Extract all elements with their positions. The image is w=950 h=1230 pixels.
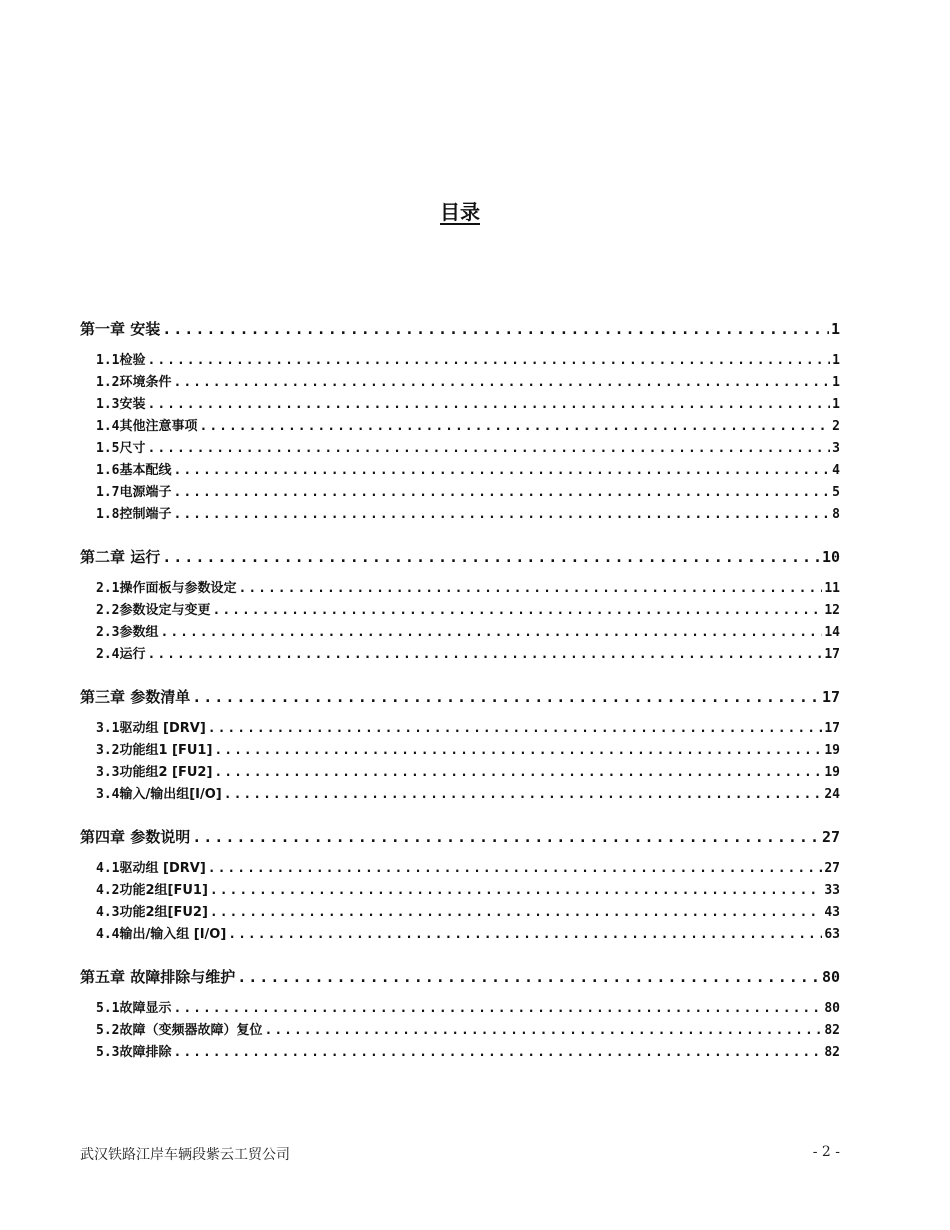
dot-leader: [174, 998, 823, 1020]
section-title: 参数设定与变更: [119, 603, 211, 618]
section-number: 2.4: [96, 647, 120, 662]
section-number: 4.4: [96, 927, 120, 942]
section-page-number: 43: [824, 905, 840, 920]
dot-leader: [148, 644, 823, 666]
toc-section-entry[interactable]: [80, 644, 840, 666]
section-title: 安装: [119, 397, 146, 412]
dot-leader: [148, 394, 831, 416]
section-number: 2.3: [96, 625, 120, 640]
section-page-number: 1: [832, 353, 840, 368]
section-page-number: 4: [832, 463, 840, 478]
chapter-title: 第二章 运行: [80, 548, 161, 566]
section-title: 故障显示: [119, 1001, 172, 1016]
toc-chapter-entry[interactable]: [80, 318, 840, 340]
toc-chapter-entry[interactable]: [80, 686, 840, 708]
dot-leader: [148, 350, 831, 372]
dot-leader: [200, 416, 831, 438]
section-title: 驱动组 [DRV]: [119, 721, 206, 736]
toc-chapter-entry[interactable]: [80, 546, 840, 568]
toc-section-entry[interactable]: [80, 858, 840, 880]
section-page-number: 8: [832, 507, 840, 522]
dot-leader: [210, 880, 822, 902]
section-title: 功能组1 [FU1]: [119, 743, 213, 758]
section-page-number: 80: [824, 1001, 840, 1016]
dot-leader: [174, 504, 831, 526]
chapter-title: 第一章 安装: [80, 320, 161, 338]
section-title: 其他注意事项: [119, 419, 198, 434]
section-number: 1.5: [96, 441, 120, 456]
toc-chapter-entry[interactable]: [80, 826, 840, 848]
toc-section-entry[interactable]: [80, 902, 840, 924]
section-number: 2.2: [96, 603, 120, 618]
section-page-number: 82: [824, 1023, 840, 1038]
toc-section-entry[interactable]: [80, 784, 840, 806]
dot-leader: [192, 686, 820, 708]
section-page-number: 3: [832, 441, 840, 456]
dot-leader: [174, 372, 831, 394]
dot-leader: [224, 784, 823, 806]
section-page-number: 1: [832, 375, 840, 390]
toc-section-entry[interactable]: [80, 394, 840, 416]
section-number: 1.3: [96, 397, 120, 412]
section-title: 故障（变频器故障）复位: [119, 1023, 263, 1038]
section-title: 输出/输入组 [I/O]: [119, 927, 227, 942]
chapter-page-number: 80: [821, 968, 840, 986]
dot-leader: [237, 966, 820, 988]
toc-section-entry[interactable]: [80, 924, 840, 946]
section-title: 参数组: [119, 625, 159, 640]
section-page-number: 33: [824, 883, 840, 898]
chapter-block: [80, 826, 840, 946]
section-title: 运行: [119, 647, 146, 662]
dot-leader: [174, 460, 831, 482]
dot-leader: [162, 318, 829, 340]
toc-section-entry[interactable]: [80, 578, 840, 600]
dot-leader: [214, 762, 822, 784]
chapter-title: 第五章 故障排除与维护: [80, 968, 236, 986]
toc-section-entry[interactable]: [80, 622, 840, 644]
section-page-number: 63: [824, 927, 840, 942]
section-number: 1.2: [96, 375, 120, 390]
section-number: 3.3: [96, 765, 120, 780]
section-number: 2.1: [96, 581, 120, 596]
toc-section-entry[interactable]: [80, 718, 840, 740]
dot-leader: [239, 578, 823, 600]
dot-leader: [161, 622, 823, 644]
section-title: 尺寸: [119, 441, 146, 456]
section-title: 功能2组[FU2]: [119, 905, 208, 920]
dot-leader: [213, 600, 823, 622]
toc-section-entry[interactable]: [80, 1020, 840, 1042]
dot-leader: [174, 482, 831, 504]
dot-leader: [174, 1042, 823, 1064]
section-page-number: 19: [824, 743, 840, 758]
chapter-block: [80, 546, 840, 666]
section-number: 1.1: [96, 353, 120, 368]
chapter-block: [80, 686, 840, 806]
section-page-number: 82: [824, 1045, 840, 1060]
section-title: 驱动组 [DRV]: [119, 861, 206, 876]
section-page-number: 1: [832, 397, 840, 412]
toc-section-entry[interactable]: [80, 350, 840, 372]
chapter-page-number: 17: [821, 688, 840, 706]
section-page-number: 12: [824, 603, 840, 618]
dot-leader: [214, 740, 822, 762]
chapter-title: 第四章 参数说明: [80, 828, 191, 846]
section-number: 4.2: [96, 883, 120, 898]
dot-leader: [228, 924, 822, 946]
dot-leader: [192, 826, 820, 848]
section-number: 5.2: [96, 1023, 120, 1038]
section-title: 电源端子: [119, 485, 172, 500]
chapter-page-number: 10: [821, 548, 840, 566]
section-number: 4.1: [96, 861, 120, 876]
section-number: 1.8: [96, 507, 120, 522]
section-page-number: 17: [824, 647, 840, 662]
section-page-number: 27: [824, 861, 840, 876]
toc-section-entry[interactable]: [80, 1042, 840, 1064]
section-title: 故障排除: [119, 1045, 172, 1060]
section-number: 1.7: [96, 485, 120, 500]
section-title: 输入/输出组[I/O]: [119, 787, 222, 802]
section-number: 5.3: [96, 1045, 120, 1060]
toc-section-entry[interactable]: [80, 880, 840, 902]
toc-section-entry[interactable]: [80, 482, 840, 504]
section-number: 3.1: [96, 721, 120, 736]
toc-section-entry[interactable]: [80, 460, 840, 482]
section-number: 4.3: [96, 905, 120, 920]
section-page-number: 24: [824, 787, 840, 802]
dot-leader: [208, 718, 823, 740]
section-page-number: 2: [832, 419, 840, 434]
page-title: 目录: [440, 200, 480, 224]
footer-company-name: 武汉铁路江岸车辆段紫云工贸公司: [80, 1147, 290, 1163]
section-number: 1.4: [96, 419, 120, 434]
chapter-title: 第三章 参数清单: [80, 688, 191, 706]
section-title: 检验: [119, 353, 146, 368]
section-title: 环境条件: [119, 375, 172, 390]
section-number: 3.4: [96, 787, 120, 802]
toc-section-entry[interactable]: [80, 372, 840, 394]
section-title: 基本配线: [119, 463, 172, 478]
dot-leader: [208, 858, 823, 880]
dot-leader: [210, 902, 822, 924]
toc-section-entry[interactable]: [80, 740, 840, 762]
chapter-block: [80, 966, 840, 1064]
toc-section-entry[interactable]: [80, 600, 840, 622]
toc-section-entry[interactable]: [80, 998, 840, 1020]
dot-leader: [148, 438, 831, 460]
section-title: 功能组2 [FU2]: [119, 765, 213, 780]
section-title: 功能2组[FU1]: [119, 883, 208, 898]
section-number: 1.6: [96, 463, 120, 478]
toc-section-entry[interactable]: [80, 762, 840, 784]
section-page-number: 19: [824, 765, 840, 780]
toc-section-entry[interactable]: [80, 438, 840, 460]
dot-leader: [162, 546, 820, 568]
footer-page-number: - 2 -: [812, 1144, 840, 1160]
section-title: 控制端子: [119, 507, 172, 522]
section-page-number: 11: [824, 581, 840, 596]
section-page-number: 17: [824, 721, 840, 736]
section-number: 3.2: [96, 743, 120, 758]
section-page-number: 14: [824, 625, 840, 640]
chapter-page-number: 27: [821, 828, 840, 846]
toc-section-entry[interactable]: [80, 504, 840, 526]
chapter-block: [80, 318, 840, 526]
table-of-contents: [80, 318, 840, 1084]
chapter-page-number: 1: [830, 320, 840, 338]
section-title: 操作面板与参数设定: [119, 581, 237, 596]
toc-chapter-entry[interactable]: [80, 966, 840, 988]
dot-leader: [265, 1020, 823, 1042]
section-page-number: 5: [832, 485, 840, 500]
toc-section-entry[interactable]: [80, 416, 840, 438]
section-number: 5.1: [96, 1001, 120, 1016]
